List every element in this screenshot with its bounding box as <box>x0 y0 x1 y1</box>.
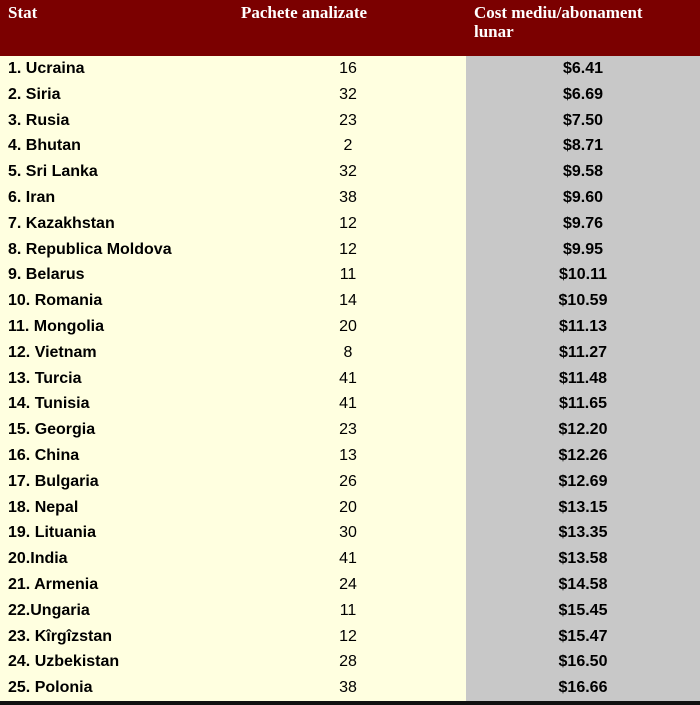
cost-cell: $16.50 <box>558 653 608 671</box>
country-cell: 22.Ungaria <box>8 601 90 619</box>
table-row <box>0 211 700 237</box>
table-row <box>0 314 700 340</box>
country-cell: 1. Ucraina <box>8 60 85 77</box>
table-row <box>0 108 700 134</box>
table-row <box>0 159 700 185</box>
table-row <box>0 82 700 108</box>
packages-cell: 28 <box>339 653 357 671</box>
country-cell: 6. Iran <box>8 189 56 206</box>
table-row <box>0 520 700 546</box>
packages-cell: 20 <box>339 498 357 516</box>
cost-cell: $13.58 <box>558 550 608 568</box>
packages-cell: 41 <box>339 369 357 387</box>
country-cell: 15. Georgia <box>8 421 96 439</box>
header-cost-line2: lunar <box>474 22 514 41</box>
packages-cell: 32 <box>339 85 357 103</box>
packages-cell: 32 <box>339 163 357 181</box>
country-cell: 19. Lituania <box>8 524 97 542</box>
packages-cell: 2 <box>343 137 353 155</box>
cost-cell: $12.26 <box>558 447 608 464</box>
packages-cell: 23 <box>339 421 357 439</box>
cost-cell: $10.11 <box>558 266 608 284</box>
country-cell: 11. Mongolia <box>8 318 105 335</box>
country-cell: 14. Tunisia <box>8 395 90 413</box>
packages-cell: 11 <box>339 601 357 619</box>
country-cell: 10. Romania <box>8 292 103 310</box>
header-stat: Stat <box>8 3 38 22</box>
table-row <box>0 598 700 624</box>
table-row <box>0 572 700 598</box>
packages-cell: 38 <box>339 679 357 697</box>
packages-cell: 16 <box>339 60 357 77</box>
packages-cell: 12 <box>339 240 357 258</box>
table-row <box>0 546 700 572</box>
country-cell: 12. Vietnam <box>8 343 97 361</box>
packages-cell: 12 <box>339 214 357 232</box>
cost-cell: $11.65 <box>558 395 608 413</box>
cost-cell: $12.20 <box>558 421 608 439</box>
country-cell: 17. Bulgaria <box>8 472 99 490</box>
cost-cell: $12.69 <box>558 472 608 490</box>
packages-cell: 41 <box>339 550 357 568</box>
packages-cell: 23 <box>339 111 357 129</box>
header-cost-line1: Cost mediu/abonament <box>474 3 643 22</box>
cost-cell: $11.27 <box>558 343 608 361</box>
table-row <box>0 443 700 469</box>
packages-cell: 11 <box>339 266 357 284</box>
cost-cell: $10.59 <box>558 292 608 310</box>
cost-cell: $6.69 <box>562 85 604 103</box>
cost-cell: $7.50 <box>562 111 604 129</box>
country-cell: 3. Rusia <box>8 111 70 129</box>
cost-cell: $9.60 <box>562 189 604 206</box>
table-bottom-border <box>0 701 700 705</box>
cost-cell: $11.48 <box>558 369 608 387</box>
cost-cell: $11.13 <box>558 318 608 335</box>
packages-cell: 30 <box>339 524 357 542</box>
table-row <box>0 133 700 159</box>
cost-cell: $16.66 <box>558 679 608 697</box>
cost-cell: $9.76 <box>562 214 604 232</box>
table-row <box>0 237 700 263</box>
packages-cell: 41 <box>339 395 357 413</box>
table-row <box>0 649 700 675</box>
packages-cell: 14 <box>339 292 357 310</box>
country-cell: 23. Kîrgîzstan <box>8 627 113 645</box>
table-body <box>0 56 700 701</box>
cost-cell: $8.71 <box>562 137 604 155</box>
table-row <box>0 185 700 211</box>
country-cell: 7. Kazakhstan <box>8 214 115 232</box>
packages-cell: 20 <box>339 318 357 335</box>
packages-cell: 13 <box>339 447 357 464</box>
table-row <box>0 288 700 314</box>
cost-cell: $14.58 <box>558 576 608 593</box>
cost-cell: $13.35 <box>558 524 608 542</box>
packages-cell: 8 <box>343 343 353 361</box>
country-cell: 13. Turcia <box>8 369 82 387</box>
table-row <box>0 675 700 701</box>
table-row <box>0 624 700 650</box>
country-cell: 5. Sri Lanka <box>8 163 98 181</box>
header-cost <box>474 3 694 41</box>
country-cell: 21. Armenia <box>8 576 99 593</box>
cost-cell: $9.58 <box>562 163 604 181</box>
table-row <box>0 391 700 417</box>
cost-cell: $15.45 <box>558 601 608 619</box>
table-row <box>0 469 700 495</box>
cost-cell: $15.47 <box>558 627 608 645</box>
cost-cell: $13.15 <box>558 498 608 516</box>
cost-cell: $9.95 <box>562 240 604 258</box>
table-row <box>0 366 700 392</box>
country-cell: 16. China <box>8 447 80 464</box>
cost-cell: $6.41 <box>562 60 604 77</box>
table-row <box>0 495 700 521</box>
country-cell: 8. Republica Moldova <box>8 240 172 258</box>
table-row <box>0 56 700 82</box>
table-row <box>0 262 700 288</box>
country-cell: 4. Bhutan <box>8 137 81 155</box>
table-row <box>0 340 700 366</box>
country-cell: 25. Polonia <box>8 679 93 697</box>
header-packages: Pachete analizate <box>241 3 368 22</box>
country-cell: 24. Uzbekistan <box>8 653 120 671</box>
table-row <box>0 417 700 443</box>
table-header <box>0 0 700 56</box>
country-cell: 20.India <box>8 550 68 568</box>
packages-cell: 38 <box>339 189 357 206</box>
packages-cell: 26 <box>339 472 357 490</box>
country-cell: 18. Nepal <box>8 498 79 516</box>
country-cell: 2. Siria <box>8 85 61 103</box>
packages-cell: 12 <box>339 627 357 645</box>
packages-cell: 24 <box>339 576 357 593</box>
country-cell: 9. Belarus <box>8 266 85 284</box>
